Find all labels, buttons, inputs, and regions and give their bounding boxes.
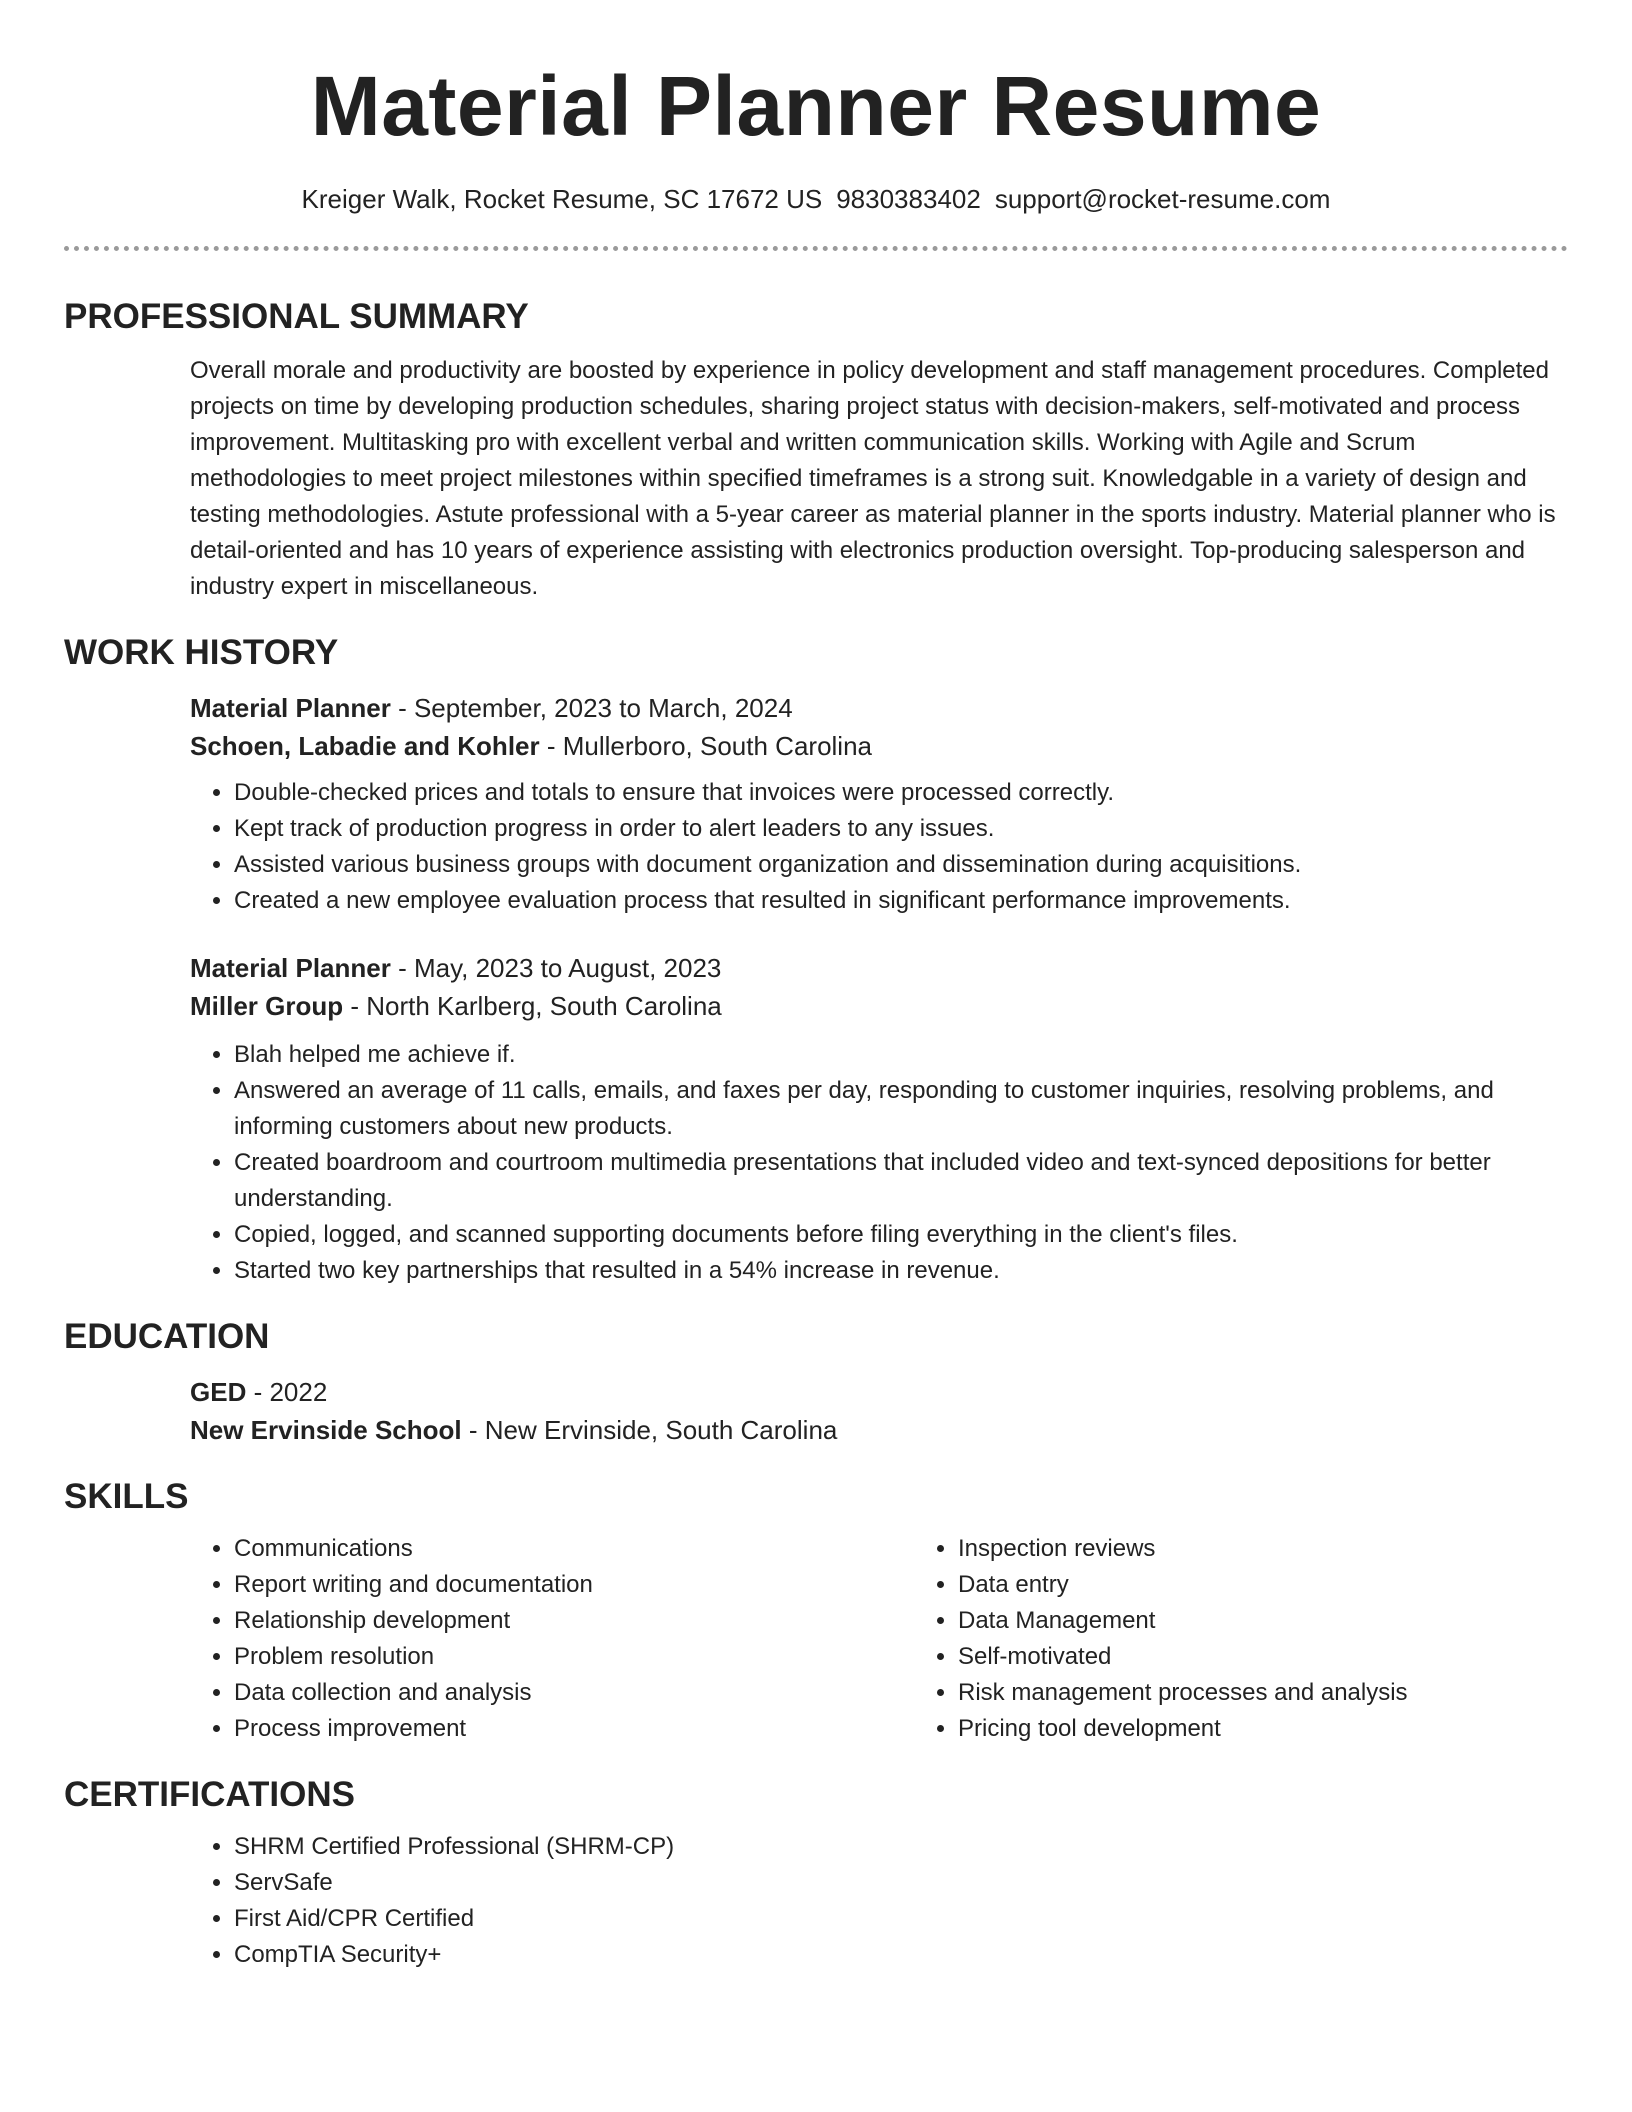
job-dates: - May, 2023 to August, 2023 bbox=[390, 953, 722, 983]
job-role: Material Planner bbox=[190, 953, 391, 983]
job-location: - North Karlberg, South Carolina bbox=[343, 991, 722, 1021]
job-bullet: • Started two key partnerships that resulted in a 54% increase in revenue. bbox=[234, 1253, 1568, 1289]
job-role: Material Planner bbox=[190, 693, 391, 723]
job-bullet: • Double-checked prices and totals to ensure that invoices were processed correctly. bbox=[234, 775, 1568, 811]
skill-item: • Data entry bbox=[958, 1567, 1632, 1603]
skill-item: • Data collection and analysis bbox=[234, 1675, 914, 1711]
summary-text: Overall morale and productivity are boosted by experience in policy development and staff management procedures. Completed projects on time by developing production schedules, sharing project status with decision-makers, self-motivated and process improvement. Multitasking pro with excellent verbal and written communication skills. Working with Agile and Scrum methodologies to meet project milestones within specified timeframes is a strong suit. Knowledgable in a variety of design and testing methodologies. Astute professional with a 5-year career as material planner in the sports industry. Material planner who is detail-oriented and has 10 years of experience assisting with electronics production oversight. Top-producing salesperson and industry expert in miscellaneous. bbox=[190, 357, 1556, 600]
skill-item: • Problem resolution bbox=[234, 1639, 914, 1675]
skills-list-left bbox=[190, 1531, 914, 1747]
education-section bbox=[190, 1373, 1568, 1449]
contact-phone: 9830383402 bbox=[836, 184, 981, 214]
job-bullet: • Answered an average of 11 calls, emails, and faxes per day, responding to customer inquiries, resolving problems, and informing customers about new products. bbox=[234, 1073, 1568, 1145]
job-bullet: • Created a new employee evaluation process that resulted in significant performance improvements. bbox=[234, 883, 1568, 919]
job-location: - Mullerboro, South Carolina bbox=[539, 731, 873, 761]
job-company-line bbox=[190, 727, 1568, 765]
skills-list-right bbox=[914, 1531, 1632, 1747]
skill-item: • Relationship development bbox=[234, 1603, 914, 1639]
education-location: - New Ervinside, South Carolina bbox=[461, 1415, 838, 1445]
summary-section bbox=[190, 353, 1568, 605]
job-bullet: • Created boardroom and courtroom multimedia presentations that included video and text-synced depositions for better understanding. bbox=[234, 1145, 1568, 1217]
job-company: Schoen, Labadie and Kohler bbox=[190, 731, 540, 761]
skill-item: • Self-motivated bbox=[958, 1639, 1632, 1675]
skill-item: • Process improvement bbox=[234, 1711, 914, 1747]
skills-heading: SKILLS bbox=[64, 1477, 189, 1516]
education-heading: EDUCATION bbox=[64, 1317, 270, 1356]
job-bullets bbox=[190, 775, 1568, 919]
certification-item: • ServSafe bbox=[234, 1865, 1568, 1901]
job-company-line bbox=[190, 987, 1568, 1025]
job-bullet: • Assisted various business groups with document organization and dissemination during acquisitions. bbox=[234, 847, 1568, 883]
job-bullets bbox=[190, 1037, 1568, 1289]
job-dates: - September, 2023 to March, 2024 bbox=[390, 693, 793, 723]
skill-item: • Report writing and documentation bbox=[234, 1567, 914, 1603]
contact-address: Kreiger Walk, Rocket Resume, SC 17672 US bbox=[301, 184, 823, 214]
resume-title: Material Planner Resume bbox=[310, 59, 1322, 153]
certification-item: • SHRM Certified Professional (SHRM-CP) bbox=[234, 1829, 1568, 1865]
job-bullet: • Copied, logged, and scanned supporting documents before filing everything in the client's files. bbox=[234, 1217, 1568, 1253]
contact-line bbox=[64, 182, 1568, 216]
header-divider bbox=[64, 246, 1568, 251]
skill-item: • Data Management bbox=[958, 1603, 1632, 1639]
job-company: Miller Group bbox=[190, 991, 344, 1021]
job-entry bbox=[190, 949, 1568, 1289]
work-history-heading: WORK HISTORY bbox=[64, 633, 339, 672]
skill-item: • Communications bbox=[234, 1531, 914, 1567]
skill-item: • Pricing tool development bbox=[958, 1711, 1632, 1747]
education-school: New Ervinside School bbox=[190, 1415, 462, 1445]
education-school-line bbox=[190, 1411, 1568, 1449]
contact-email: support@rocket-resume.com bbox=[994, 184, 1331, 214]
certification-item: • CompTIA Security+ bbox=[234, 1937, 1568, 1973]
job-title-line bbox=[190, 949, 1568, 987]
certifications-heading: CERTIFICATIONS bbox=[64, 1775, 356, 1814]
certifications-list bbox=[190, 1829, 1568, 1973]
education-degree-line bbox=[190, 1373, 1568, 1411]
job-entry bbox=[190, 689, 1568, 919]
skills-grid bbox=[190, 1531, 1568, 1747]
job-bullet: • Kept track of production progress in order to alert leaders to any issues. bbox=[234, 811, 1568, 847]
work-history-section bbox=[190, 689, 1568, 1289]
summary-heading: PROFESSIONAL SUMMARY bbox=[64, 297, 529, 336]
skill-item: • Risk management processes and analysis bbox=[958, 1675, 1632, 1711]
certifications-section bbox=[190, 1829, 1568, 1973]
education-degree: GED bbox=[190, 1377, 247, 1407]
certification-item: • First Aid/CPR Certified bbox=[234, 1901, 1568, 1937]
job-bullet: • Blah helped me achieve if. bbox=[234, 1037, 1568, 1073]
job-title-line bbox=[190, 689, 1568, 727]
skills-section bbox=[190, 1531, 1568, 1747]
education-year: - 2022 bbox=[246, 1377, 328, 1407]
skill-item: • Inspection reviews bbox=[958, 1531, 1632, 1567]
